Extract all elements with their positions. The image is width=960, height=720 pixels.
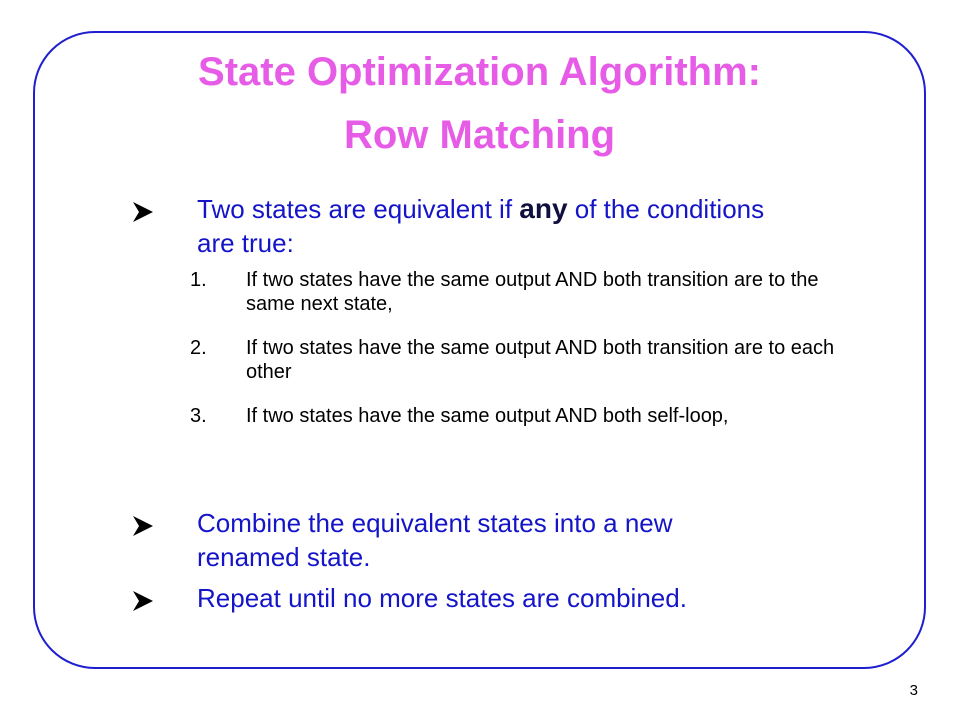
emphasis-any: any	[519, 193, 568, 224]
condition-item-1	[190, 268, 846, 316]
bullet-item-repeat	[132, 581, 837, 615]
condition-text: If two states have the same output AND both transition are to each other	[246, 337, 835, 383]
bullet-text-after: of the conditions are true:	[197, 194, 765, 258]
slide-title-line-1: State Optimization Algorithm:	[198, 50, 761, 94]
bullet-text-combine: Combine the equivalent states into a new renamed state.	[197, 508, 673, 572]
condition-number: 1.	[190, 269, 207, 291]
bullet-text-equivalence	[197, 192, 777, 260]
bullet-item-equivalence	[132, 192, 777, 260]
condition-number: 2.	[190, 337, 207, 359]
condition-item-2	[190, 336, 846, 384]
arrowhead-bullet-icon	[132, 590, 154, 612]
bullet-item-combine	[132, 506, 777, 574]
bullet-text-repeat: Repeat until no more states are combined.	[197, 583, 687, 613]
slide-title-line-2: Row Matching	[343, 113, 616, 157]
page-number: 3	[909, 682, 918, 699]
bullet-text-before: Two states are equivalent if	[197, 194, 520, 224]
condition-text: If two states have the same output AND both self-loop,	[246, 405, 729, 427]
arrowhead-bullet-icon	[132, 201, 154, 223]
arrowhead-bullet-icon	[132, 515, 154, 537]
condition-number: 3.	[190, 405, 207, 427]
condition-text: If two states have the same output AND both transition are to the same next state,	[246, 269, 819, 315]
condition-item-3	[190, 404, 846, 428]
